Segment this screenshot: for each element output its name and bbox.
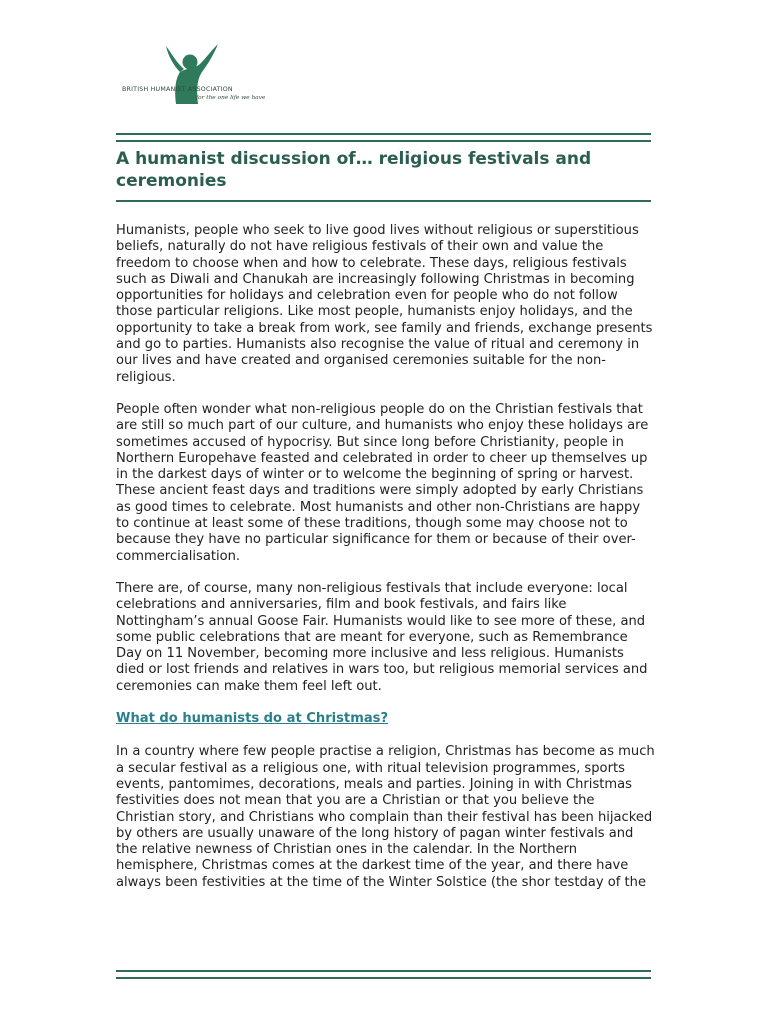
paragraph-christmas: In a country where few people practise a religion, Christmas has become as much a secular festival as a religious one, with ritual television programmes, sports events, pantomimes, decorations, meals and parties. Joining in with Christmas festivities does not mean that you are a Christian or that you believe the Christian story, and Christians who complain than their festival has been hijacked by others are usually unaware of the long history of pagan winter festivals and the relative newness of Christian ones in the calendar. In the Northern hemisphere, Christmas comes at the darkest time of the year, and there have always been festivities at the time of the Winter Solstice (the shor testday of the <box>116 744 655 890</box>
paragraph-non-religious-festivals: There are, of course, many non-religious festivals that include everyone: local celebrations and anniversaries, film and book festivals, and fairs like Nottingham’s annual Goose Fair. Humanists would like to see more of these, and some public celebrations that are meant for everyone, such as Remembrance Day on 11 November, becoming more inclusive and less religious. Humanists died or lost friends and relatives in wars too, but religious memorial services and ceremonies can make them feel left out. <box>116 580 648 694</box>
footer-double-rule <box>116 970 651 979</box>
page-title: A humanist discussion of… religious festivals and ceremonies <box>116 149 592 191</box>
logo-org-name: BRITISH HUMANIST ASSOCIATION <box>122 86 233 93</box>
paragraph-intro: Humanists, people who seek to live good lives without religious or superstitious beliefs, naturally do not have religious festivals of their own and value the freedom to choose when and how to celebrate. These days, religious festivals such as Diwali and Chanukah are increasingly following Christmas in becoming opportunities for holidays and celebration even for people who do not follow those particular religions. Like most people, humanists enjoy holidays, and the opportunity to take a break from work, see family and friends, exchange presents and go to parties. Humanists also recognise the value of ritual and ceremony in our lives and have created and organised ceremonies suitable for the non-religious. <box>116 223 653 385</box>
document-body <box>116 223 656 907</box>
title-underline-rule <box>116 200 651 202</box>
logo-tagline: for the one life we have <box>196 95 266 101</box>
header-double-rule <box>116 133 651 142</box>
christmas-section-link[interactable]: What do humanists do at Christmas? <box>116 711 389 727</box>
bha-logo <box>122 42 282 122</box>
paragraph-christian-festivals: People often wonder what non-religious people do on the Christian festivals that are still so much part of our culture, and humanists who enjoy these holidays are sometimes accused of hypocrisy. But since long before Christianity, people in Northern Europehave feasted and celebrated in order to cheer up themselves up in the darkest days of winter or to welcome the beginning of spring or harvest. These ancient feast days and traditions were simply adopted by early Christians as good times to celebrate. Most humanists and other non-Christians are happy to continue at least some of these traditions, though some may choose not to because they have no particular significance for them or because of their over-commercialisation. <box>116 401 649 564</box>
